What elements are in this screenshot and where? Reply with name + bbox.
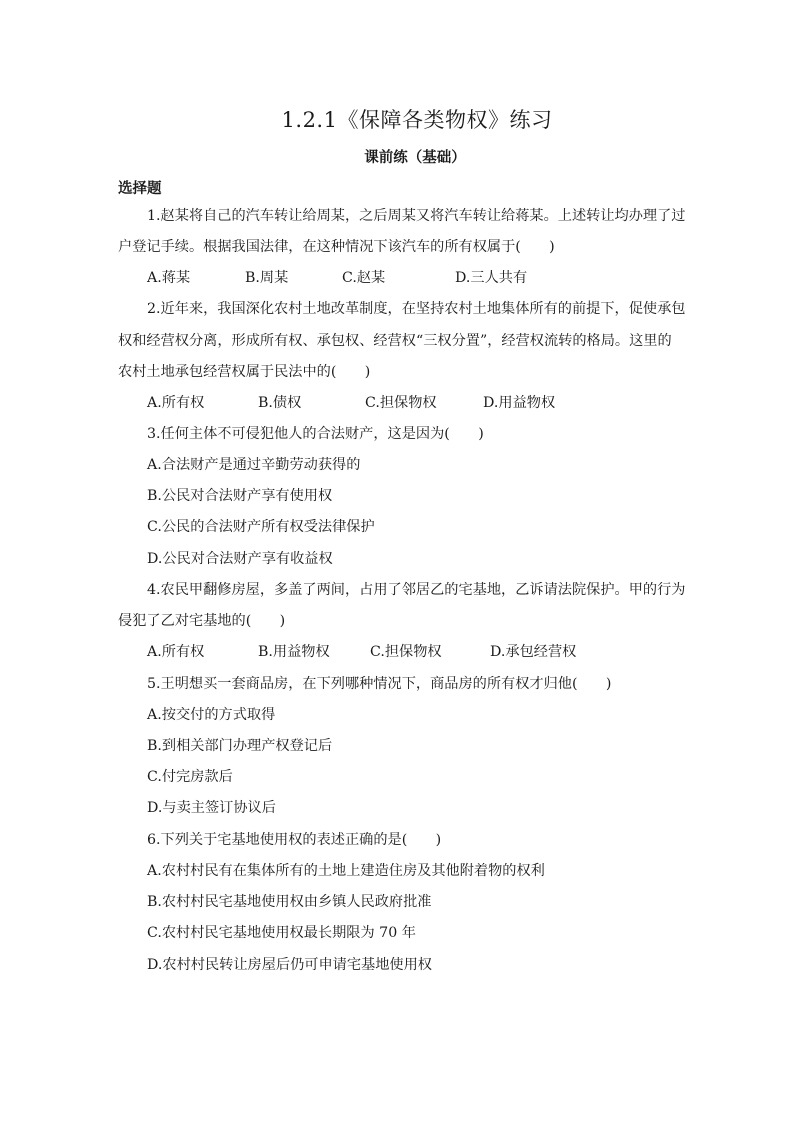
question-3-option-a: A.合法财产是通过辛勤劳动获得的 [147, 457, 361, 473]
question-2-line-2: 权和经营权分离，形成所有权、承包权、经营权“三权分置”，经营权流转的格局。这里的 [118, 333, 672, 349]
question-1-option-d: D.三人共有 [455, 270, 528, 286]
question-2-option-d: D.用益物权 [483, 395, 556, 411]
question-4-option-b: B.用益物权 [258, 644, 330, 660]
question-3-option-d: D.公民对合法财产享有收益权 [147, 551, 333, 567]
question-2-option-b: B.债权 [258, 395, 302, 411]
page-subtitle: 课前练（基础） [364, 149, 466, 166]
question-2-line-3: 农村土地承包经营权属于民法中的( ) [118, 364, 371, 380]
question-1-option-b: B.周某 [245, 270, 289, 286]
question-4-option-d: D.承包经营权 [490, 644, 577, 660]
question-5-option-a: A.按交付的方式取得 [147, 707, 276, 723]
question-1-line-2: 户登记手续。根据我国法律，在这种情况下该汽车的所有权属于( ) [118, 239, 555, 255]
question-2-line-1: 2.近年来，我国深化农村土地改革制度，在坚持农村土地集体所有的前提下，促使承包 [147, 301, 686, 317]
question-4-option-a: A.所有权 [147, 644, 205, 660]
question-5-option-d: D.与卖主签订协议后 [147, 800, 276, 816]
question-3-option-b: B.公民对合法财产享有使用权 [147, 488, 333, 504]
question-4-line-1: 4.农民甲翻修房屋，多盖了两间，占用了邻居乙的宅基地，乙诉请法院保护。甲的行为 [147, 582, 686, 598]
question-1-option-a: A.蒋某 [147, 270, 191, 286]
question-5-line-1: 5.王明想买一套商品房，在下列哪种情况下，商品房的所有权才归他( ) [147, 676, 612, 692]
question-5-option-b: B.到相关部门办理产权登记后 [147, 738, 333, 754]
question-6-option-b: B.农村村民宅基地使用权由乡镇人民政府批准 [147, 894, 432, 910]
question-6-line-1: 6.下列关于宅基地使用权的表述正确的是( ) [147, 832, 442, 848]
question-3-option-c: C.公民的合法财产所有权受法律保护 [147, 519, 375, 535]
question-1-line-1: 1.赵某将自己的汽车转让给周某，之后周某又将汽车转让给蒋某。上述转让均办理了过 [147, 208, 686, 224]
question-6-option-a: A.农村村民有在集体所有的土地上建造住房及其他附着物的权利 [147, 863, 545, 879]
question-4-line-2: 侵犯了乙对宅基地的( ) [118, 613, 286, 629]
question-3-line-1: 3.任何主体不可侵犯他人的合法财产，这是因为( ) [147, 426, 484, 442]
question-5-option-c: C.付完房款后 [147, 769, 233, 785]
page-title: 1.2.1《保障各类物权》练习 [281, 108, 553, 132]
question-2-option-c: C.担保物权 [365, 395, 437, 411]
question-4-option-c: C.担保物权 [370, 644, 442, 660]
question-6-option-d: D.农村村民转让房屋后仍可申请宅基地使用权 [147, 957, 432, 973]
question-6-option-c: C.农村村民宅基地使用权最长期限为 70 年 [147, 925, 416, 941]
section-heading: 选择题 [118, 180, 162, 197]
question-1-option-c: C.赵某 [342, 270, 386, 286]
question-2-option-a: A.所有权 [147, 395, 205, 411]
